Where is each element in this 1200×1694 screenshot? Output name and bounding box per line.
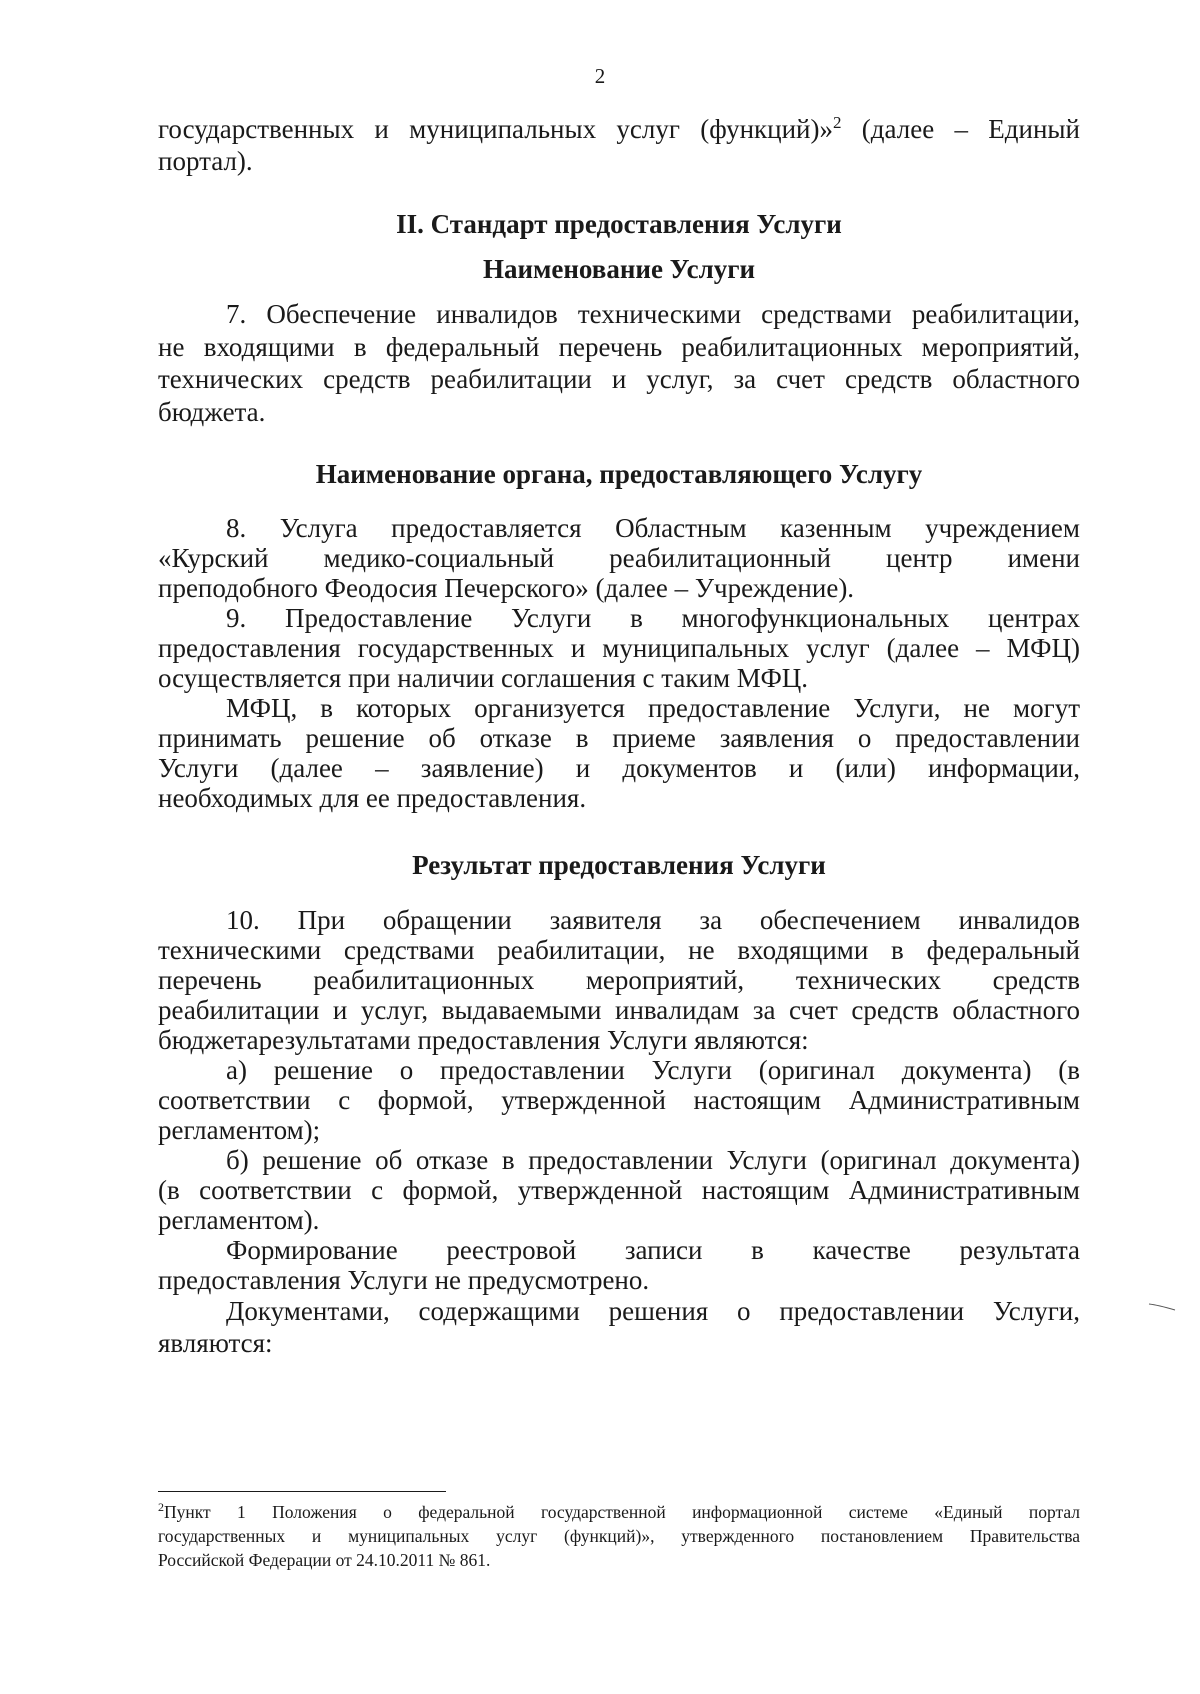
paragraph-10 — [158, 905, 1080, 1055]
paragraph-line: перечень реабилитационных мероприятий, технических средств — [158, 965, 1080, 995]
paragraph-line: предоставления Услуги не предусмотрено. — [158, 1265, 650, 1295]
paragraph-line: осуществляется при наличии соглашения с таким МФЦ. — [158, 663, 809, 693]
paragraph-line: МФЦ, в которых организуется предоставление Услуги, не могут — [226, 693, 1080, 723]
paragraph-line: техническими средствами реабилитации, не входящими в федеральный — [158, 935, 1080, 965]
heading-result: Результат предоставления Услуги — [412, 850, 826, 880]
paragraph-line: «Курский медико-социальный реабилитационный центр имени — [158, 543, 1080, 573]
paragraph-line: принимать решение об отказе в приеме заявления о предоставлении — [158, 723, 1080, 753]
intro-line — [158, 113, 1080, 145]
paragraph-line: Формирование реестровой записи в качестве результата — [226, 1235, 1080, 1265]
paragraph-8 — [158, 513, 1080, 603]
paragraph-10-a — [158, 1055, 1080, 1145]
footnote-marker: 2 — [158, 1500, 164, 1515]
paragraph-line: являются: — [158, 1328, 273, 1358]
paragraph-7 — [158, 298, 1080, 428]
section-title: II. Стандарт предоставления Услуги — [396, 209, 842, 239]
paragraph-line: (в соответствии с формой, утвержденной настоящим Административным — [158, 1175, 1080, 1205]
paragraph-10-d — [158, 1295, 1080, 1359]
document-body — [158, 113, 1080, 1359]
footnote-separator — [158, 1491, 446, 1492]
page-number: 2 — [594, 64, 606, 88]
paragraph-line: необходимых для ее предоставления. — [158, 783, 587, 813]
intro-text-tail: (далее – Единый — [841, 114, 1081, 144]
paragraph-line: б) решение об отказе в предоставлении Услуги (оригинал документа) — [226, 1145, 1080, 1175]
footnote-ref: 2 — [832, 113, 842, 132]
paragraph-line: 8. Услуга предоставляется Областным казенным учреждением — [226, 513, 1080, 543]
paragraph-line: а) решение о предоставлении Услуги (оригинал документа) (в — [226, 1055, 1080, 1085]
paragraph-line: не входящими в федеральный перечень реабилитационных мероприятий, — [158, 331, 1080, 362]
paragraph-9 — [158, 603, 1080, 693]
paragraph-line: регламентом). — [158, 1205, 320, 1235]
footnote-text: Пункт 1 Положения о федеральной государственной информационной системе «Единый портал — [164, 1502, 1080, 1522]
paragraph-line: регламентом); — [158, 1115, 321, 1145]
intro-text: государственных и муниципальных услуг (функций)» — [158, 114, 833, 144]
paragraph-9-mfc — [158, 693, 1080, 813]
paragraph-line: бюджета. — [158, 396, 266, 427]
paragraph-line: Документами, содержащими решения о предоставлении Услуги, — [226, 1296, 1080, 1326]
paragraph-line: технических средств реабилитации и услуг, за счет средств областного — [158, 364, 1080, 394]
paragraph-10-b — [158, 1145, 1080, 1235]
paragraph-line: предоставления государственных и муниципальных услуг (далее – МФЦ) — [158, 633, 1080, 663]
intro-line: портал). — [158, 146, 253, 176]
footnote-line: государственных и муниципальных услуг (функций)», утвержденного постановлением Правительства — [158, 1526, 1080, 1546]
paragraph-line: бюджетарезультатами предоставления Услуги являются: — [158, 1025, 809, 1055]
heading-organ: Наименование органа, предоставляющего Услугу — [315, 459, 923, 489]
paragraph-line: преподобного Феодосия Печерского» (далее – Учреждение). — [158, 573, 855, 603]
paragraph-10-c — [158, 1235, 1080, 1295]
paragraph-line: соответствии с формой, утвержденной настоящим Административным — [158, 1085, 1080, 1115]
heading-service-name: Наименование Услуги — [482, 254, 756, 284]
footnote — [158, 1500, 1080, 1572]
paragraph-line: 9. Предоставление Услуги в многофункциональных центрах — [226, 603, 1080, 633]
footnote-line — [158, 1500, 1080, 1524]
paragraph-line: реабилитации и услуг, выдаваемыми инвалидам за счет средств областного — [158, 995, 1080, 1025]
paragraph-line: Услуги (далее – заявление) и документов и (или) информации, — [158, 753, 1080, 783]
paragraph-line: 7. Обеспечение инвалидов техническими средствами реабилитации, — [226, 299, 1080, 329]
footnote-line: Российской Федерации от 24.10.2011 № 861. — [158, 1550, 491, 1570]
scan-artifact-mark — [1148, 1303, 1176, 1311]
paragraph-line: 10. При обращении заявителя за обеспечением инвалидов — [226, 905, 1080, 935]
